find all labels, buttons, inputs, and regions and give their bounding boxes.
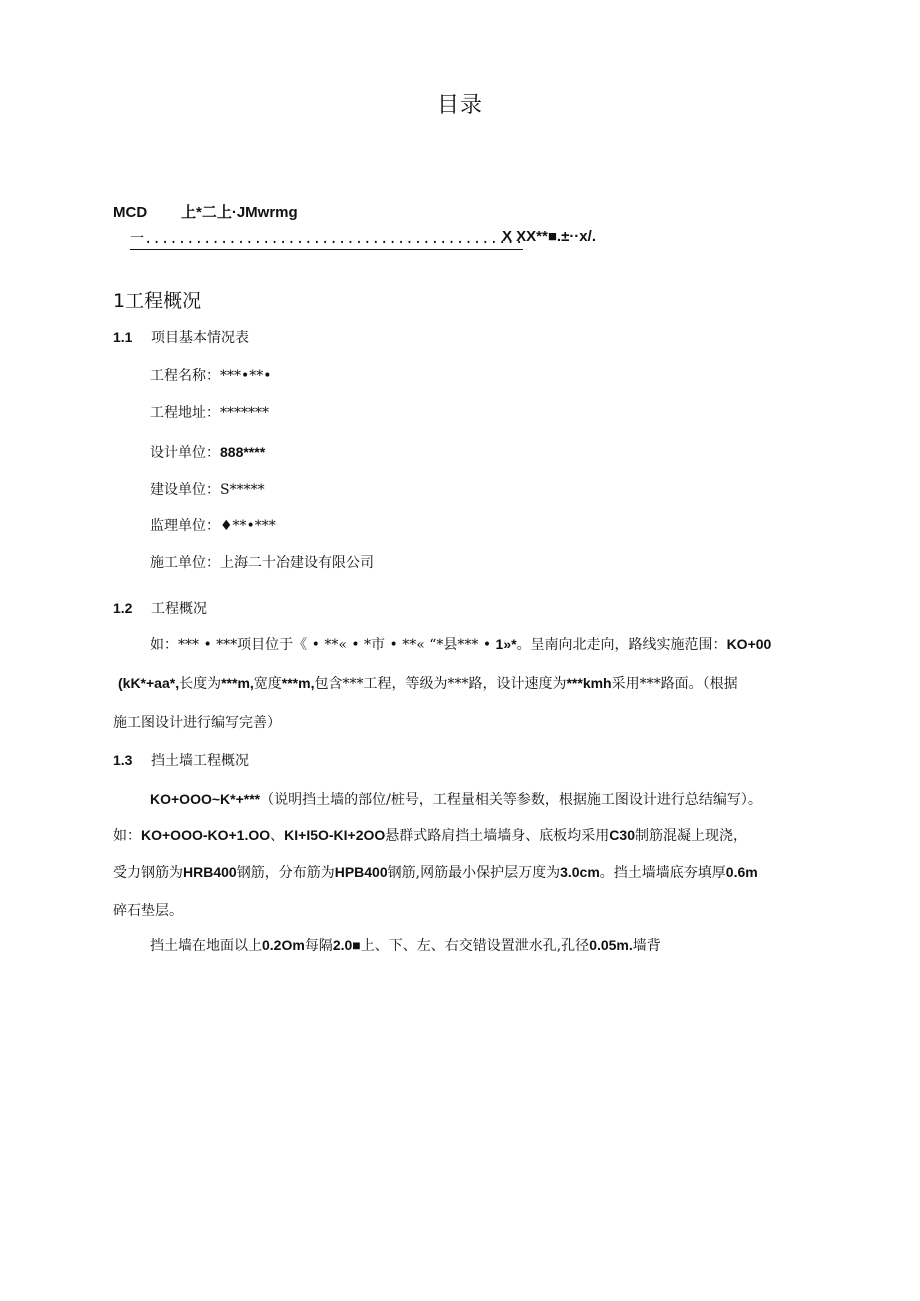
text-run: ***m, [281,675,315,691]
field-label: 建设单位： [150,482,220,498]
field-project-address [150,402,269,422]
text-run: 0.05m. [589,937,633,953]
text-run: 挡土墙在地面以上 [150,938,262,954]
toc-entry[interactable] [113,201,298,222]
text-run: (kK*+aa*, [118,675,180,691]
field-supervision-unit [150,515,276,535]
text-run: 每隔 [304,938,333,954]
text-run: 采用***路面。（根据 [611,676,738,692]
field-label: 工程名称： [150,368,220,384]
subsection-number: 1.1 [113,329,133,345]
subsection-number: 1.3 [113,752,133,768]
retaining-wall-line-5 [150,935,850,955]
field-label: 工程地址： [150,405,220,421]
field-project-name [150,365,272,385]
text-run: 、 [270,828,285,844]
text-run: 0.2Om [262,937,305,953]
text-run: ***m, [221,675,254,691]
field-contractor [150,552,374,572]
subsection-title: 项目基本情况表 [151,330,249,346]
field-construction-owner [150,479,265,499]
text-run: 钢筋，分布筋为 [236,865,335,881]
text-run: 0.6m [725,864,758,880]
toc-entry-number: MCD [113,204,148,221]
field-value: 上海二十冶建设有限公司 [220,555,374,571]
overview-line-2 [118,673,848,693]
text-run: 。呈南向北走向，路线实施范围： [516,637,727,653]
text-run: 制筋混凝上现浇， [634,828,747,844]
subsection-heading-1-3 [113,750,249,770]
text-run: 。挡土墙墙底夯填厚 [599,865,726,881]
retaining-wall-line-4: 碎石垫层。 [113,903,183,919]
retaining-wall-line-2 [113,825,843,845]
field-value: S***** [220,482,265,498]
text-run: 3.0cm [560,864,600,880]
text-run: 上、下、左、右交错设置泄水孔,孔径 [360,938,590,954]
field-design-unit [150,442,265,462]
text-run: 受力钢筋为 [113,865,183,881]
text-run: 1»* [495,636,517,652]
toc-leader: 一............................................. [130,228,523,250]
subsection-heading-1-2 [113,598,207,618]
retaining-wall-line-3 [113,862,843,882]
field-value: ***•**• [220,368,272,384]
text-run: ***kmh [566,675,612,691]
field-label: 施工单位： [150,555,220,571]
text-run: 如： [113,828,141,844]
text-run: KI+I5O-KI+2OO [284,827,386,843]
text-run: HRB400 [183,864,237,880]
text-run: 悬群式路肩挡土墙墙身、底板均采用 [385,828,610,844]
text-run: 长度为 [179,676,222,692]
text-run: 如：*** • ***项目位于《 • **« • *市 • **« “*县*** • [150,637,496,653]
text-run: KO+OOO-KO+1.OO [141,827,271,843]
toc-page-ref: X XX**■.±··x/. [502,228,596,245]
text-run: 包含***工程，等级为***路，设计速度为 [314,676,567,692]
field-label: 设计单位： [150,445,220,461]
text-run: （说明挡土墙的部位/桩号，工程量相关等参数，根据施工图设计进行总结编写）。 [260,792,762,808]
retaining-wall-line-1 [150,789,850,809]
text-run: 2.0■ [332,937,361,953]
subsection-number: 1.2 [113,600,133,616]
text-run: C30 [609,827,635,843]
text-run: KO+00 [726,636,772,652]
section-heading: 1工程概况 [113,290,202,312]
subsection-title: 挡土墙工程概况 [151,753,249,769]
text-run: 宽度 [253,676,282,692]
overview-line-3: 施工图设计进行编写完善） [113,715,281,731]
field-value: 888**** [220,444,266,460]
field-label: 监理单位： [150,518,220,534]
text-run: KO+OOO~K*+*** [150,791,261,807]
overview-line-1 [150,634,850,654]
field-value: ♦**•*** [220,518,276,534]
subsection-heading-1-1 [113,327,249,347]
subsection-title: 工程概况 [151,601,207,617]
text-run: 钢筋,网筋最小保护层万度为 [387,865,561,881]
page-title: 目录 [436,93,483,118]
field-value: ******* [220,405,269,421]
text-run: 墙背 [632,938,661,954]
toc-entry-title: 上*二上·JMwrmg [181,204,298,221]
text-run: HPB400 [334,864,388,880]
